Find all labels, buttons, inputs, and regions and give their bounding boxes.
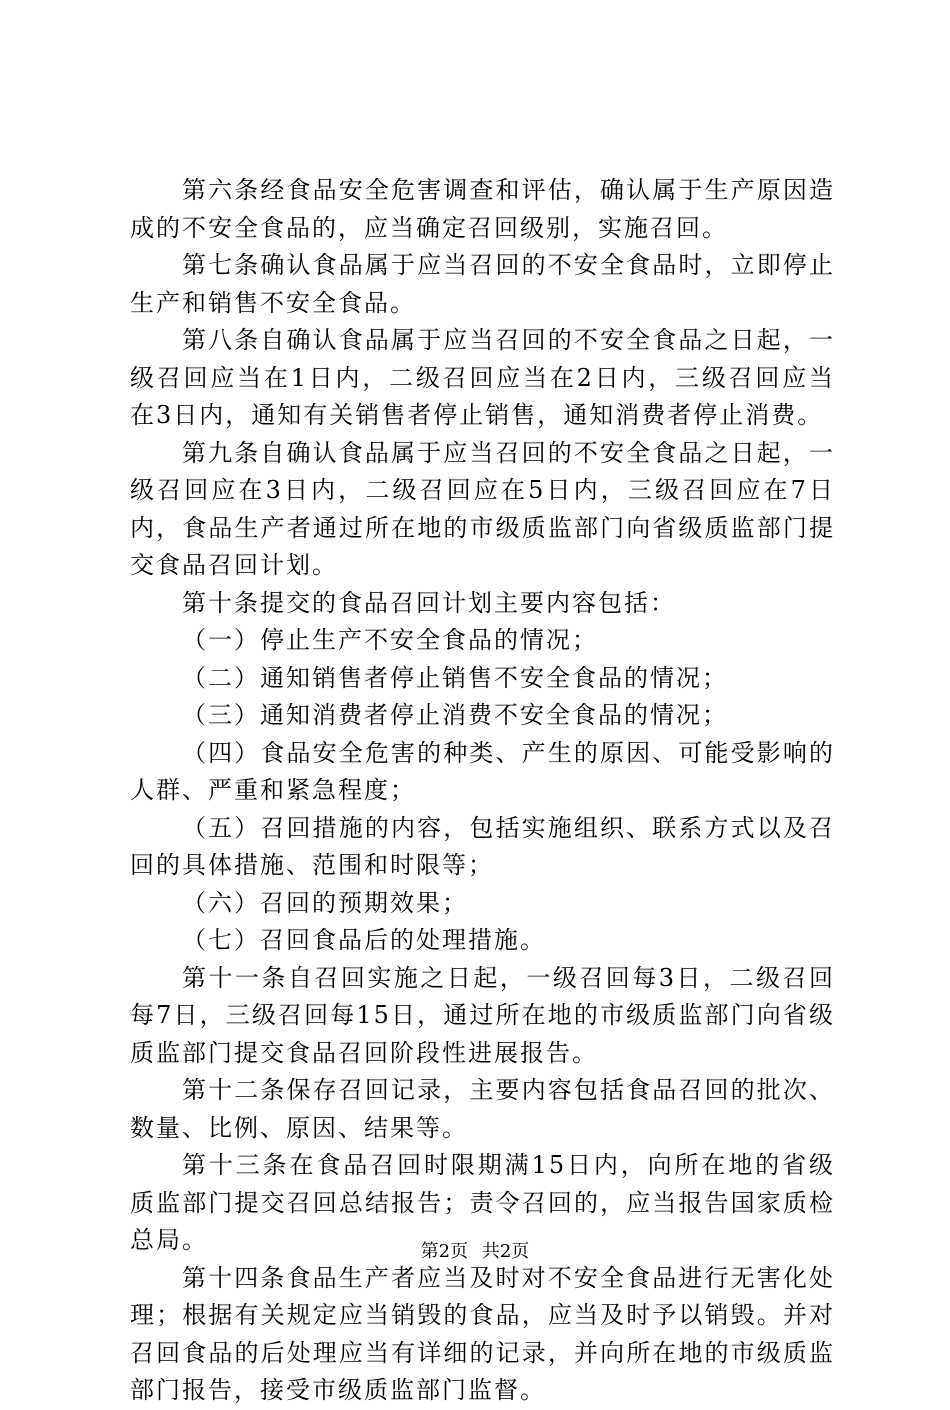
paragraph-article-8: 第八条自确认食品属于应当召回的不安全食品之日起，一级召回应当在1日内，二级召回应当在2日内，三级召回应当在3日内，通知有关销售者停止销售，通知消费者停止消费。 xyxy=(130,326,835,429)
list-item-7: （七）召回食品后的处理措施。 xyxy=(182,926,546,954)
paragraph-article-13: 第十三条在食品召回时限期满15日内，向所在地的省级质监部门提交召回总结报告；责令召回的，应当报告国家质检总局。 xyxy=(130,1151,835,1254)
paragraph-article-6: 第六条经食品安全危害调查和评估，确认属于生产原因造成的不安全食品的，应当确定召回级别，实施召回。 xyxy=(130,176,835,242)
page-footer xyxy=(0,1240,950,1264)
page-number: 第2页 xyxy=(420,1241,469,1262)
list-item-2: （二）通知销售者停止销售不安全食品的情况； xyxy=(182,663,728,692)
paragraph-article-14: 第十四条食品生产者应当及时对不安全食品进行无害化处理；根据有关规定应当销毁的食品，应当及时予以销毁。并对召回食品的后处理应当有详细的记录，并向所在地的市级质监部门报告，接受市级质监部门监督。 xyxy=(130,1263,835,1404)
paragraph-article-10: 第十条提交的食品召回计划主要内容包括： xyxy=(182,588,676,617)
list-item-5: （五）召回措施的内容，包括实施组织、联系方式以及召回的具体措施、范围和时限等； xyxy=(130,813,835,879)
list-item-1: （一）停止生产不安全食品的情况； xyxy=(182,626,598,654)
document-body xyxy=(130,172,835,1410)
paragraph-article-11: 第十一条自召回实施之日起，一级召回每3日，二级召回每7日，三级召回每15日，通过所在地的市级质监部门向省级质监部门提交食品召回阶段性进展报告。 xyxy=(130,963,835,1067)
page-total: 共2页 xyxy=(481,1241,530,1262)
list-item-4: （四）食品安全危害的种类、产生的原因、可能受影响的人群、严重和紧急程度； xyxy=(130,738,835,804)
list-item-6: （六）召回的预期效果； xyxy=(182,888,468,917)
paragraph-article-12: 第十二条保存召回记录，主要内容包括食品召回的批次、数量、比例、原因、结果等。 xyxy=(130,1076,835,1142)
list-item-3: （三）通知消费者停止消费不安全食品的情况； xyxy=(182,701,728,729)
paragraph-article-9: 第九条自确认食品属于应当召回的不安全食品之日起，一级召回应在3日内，二级召回应在5日内，三级召回应在7日内，食品生产者通过所在地的市级质监部门向省级质监部门提交食品召回计划。 xyxy=(130,438,835,579)
paragraph-article-7: 第七条确认食品属于应当召回的不安全食品时，立即停止生产和销售不安全食品。 xyxy=(130,251,835,317)
